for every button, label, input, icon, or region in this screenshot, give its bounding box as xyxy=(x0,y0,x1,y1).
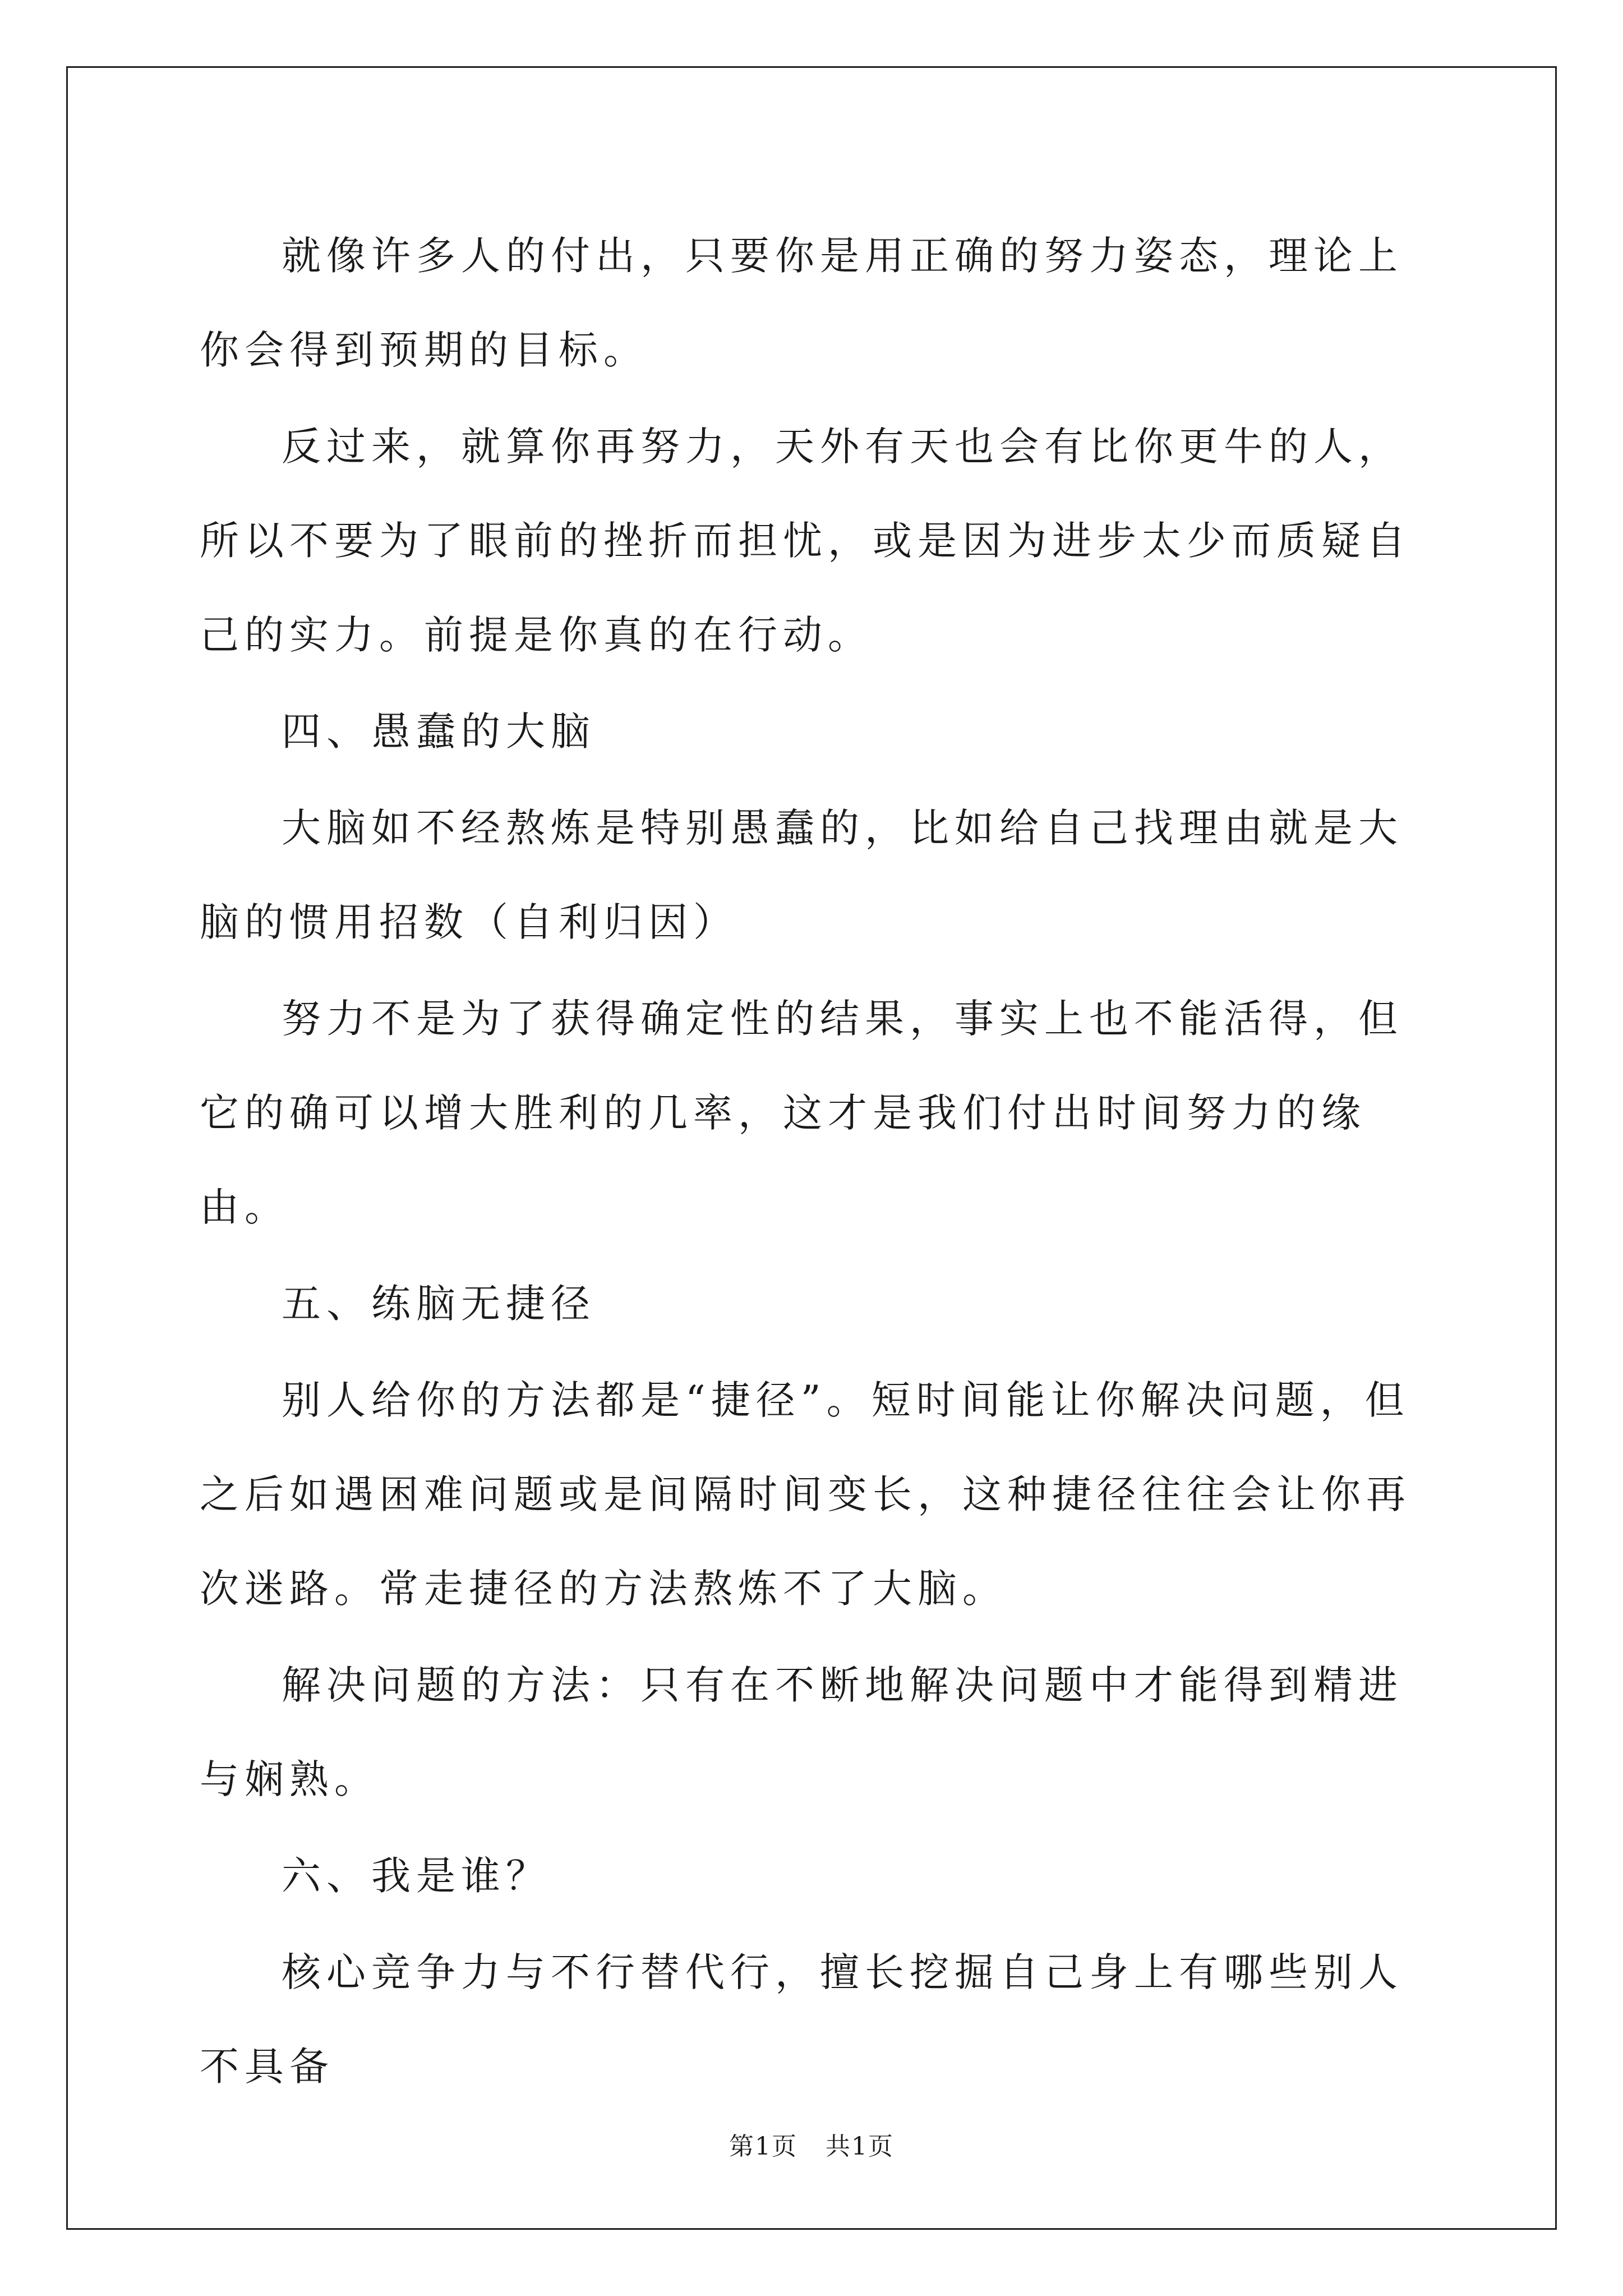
paragraph-4: 努力不是为了获得确定性的结果，事实上也不能活得，但它的确可以增大胜利的几率，这才是我们付出时间努力的缘由。 xyxy=(200,996,1403,1230)
paragraph-7: 核心竞争力与不行替代行，擅长挖掘自己身上有哪些别人不具备 xyxy=(200,1949,1403,2090)
section-heading-4: 四、愚蠢的大脑 xyxy=(282,708,596,754)
paragraph-1: 就像许多人的付出，只要你是用正确的努力姿态，理论上你会得到预期的目标。 xyxy=(200,233,1403,373)
paragraph-2: 反过来，就算你再努力，天外有天也会有比你更牛的人，所以不要为了眼前的挫折而担忧，或是因为进步太少而质疑自己的实力。前提是你真的在行动。 xyxy=(200,424,1411,658)
paragraph-3: 大脑如不经熬炼是特别愚蠢的，比如给自己找理由就是大脑的惯用招数（自利归因） xyxy=(200,805,1403,945)
page-footer xyxy=(0,2126,1623,2162)
page-total: 共1页 xyxy=(826,2132,894,2161)
section-heading-5: 五、练脑无捷径 xyxy=(282,1281,596,1327)
paragraph-6: 解决问题的方法：只有在不断地解决问题中才能得到精进与娴熟。 xyxy=(200,1662,1403,1802)
page-number: 第1页 xyxy=(729,2132,797,2161)
paragraph-5: 别人给你的方法都是“捷径”。短时间能让你解决问题，但之后如遇困难问题或是间隔时间变长，这种捷径往往会让你再次迷路。常走捷径的方法熬炼不了大脑。 xyxy=(200,1377,1411,1612)
document-body xyxy=(200,209,1433,2114)
section-heading-6: 六、我是谁？ xyxy=(282,1853,551,1899)
